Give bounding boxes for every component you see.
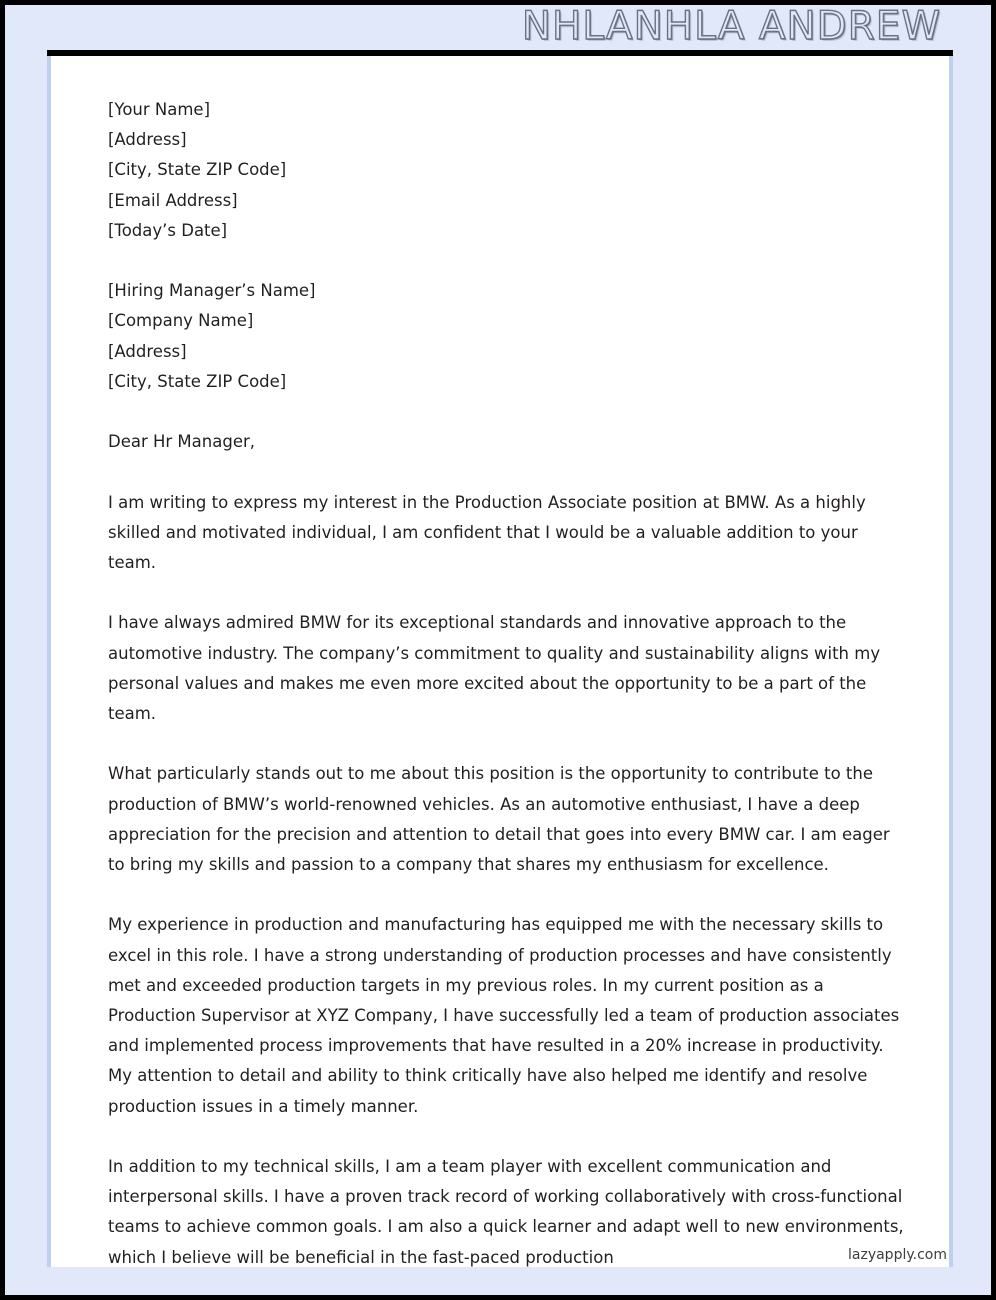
spacer [108, 397, 908, 427]
letter-page-sheet [47, 56, 953, 1267]
sender-line: [Email Address] [108, 190, 238, 210]
letter-paragraph: I am writing to express my interest in the Production Associate position at BMW. As a highly skilled and motivated individual, I am confident that I would be a valuable addition to your team. [108, 492, 866, 572]
sender-line: [Your Name] [108, 100, 211, 119]
letter-paragraph: In addition to my technical skills, I am a team player with excellent communication and interpersonal skills. I have a proven track record of working collaboratively with cross-functional teams to achieve common goals. I am also a quick learner and adapt well to new environments, which I believe will be beneficial in the fast-paced production [108, 1157, 904, 1267]
sender-line: [Today’s Date] [108, 220, 228, 240]
letter-paragraph: What particularly stands out to me about this position is the opportunity to contribute to the production of BMW’s world-renowned vehicles. As an automotive enthusiast, I have a deep appreciation for the precision and attention to detail that goes into every BMW car. I am eager to bring my skills and passion to a company that shares my enthusiasm for excellence. [108, 764, 890, 874]
letter-paragraph: I have always admired BMW for its exceptional standards and innovative approach to the automotive industry. The company’s commitment to quality and sustainability aligns with my personal values and makes me even more excited about the opportunity to be a part of the team. [108, 613, 881, 723]
spacer [108, 246, 908, 276]
sender-line: [City, State ZIP Code] [108, 160, 287, 180]
sender-address-block [108, 95, 908, 246]
recipient-line: [Hiring Manager’s Name] [108, 281, 316, 301]
recipient-line: [Company Name] [108, 311, 254, 331]
letterhead-name: NHLANHLA ANDREW [521, 5, 941, 49]
spacer [108, 578, 908, 608]
spacer [108, 1122, 908, 1152]
recipient-line: [Address] [108, 341, 187, 361]
spacer [108, 880, 908, 910]
letter-paragraph: My experience in production and manufacturing has equipped me with the necessary skills to excel in this role. I have a strong understanding of production processes and have consistently met and exceeded production targets in my previous roles. In my current position as a Production Supervisor at XYZ Company, I have successfully led a team of production associates and implemented process improvements that have resulted in a 20% increase in productivity. My attention to detail and ability to think critically have also helped me identify and resolve production issues in a timely manner. [108, 915, 900, 1116]
sender-line: [Address] [108, 130, 187, 150]
salutation: Dear Hr Manager, [108, 432, 256, 452]
spacer [108, 457, 908, 487]
site-watermark: lazyapply.com [848, 1247, 947, 1263]
recipient-address-block [108, 276, 908, 397]
letter-body [108, 95, 908, 1273]
spacer [108, 729, 908, 759]
recipient-line: [City, State ZIP Code] [108, 371, 287, 391]
letterhead-banner [5, 5, 991, 51]
document-canvas [5, 5, 991, 1295]
